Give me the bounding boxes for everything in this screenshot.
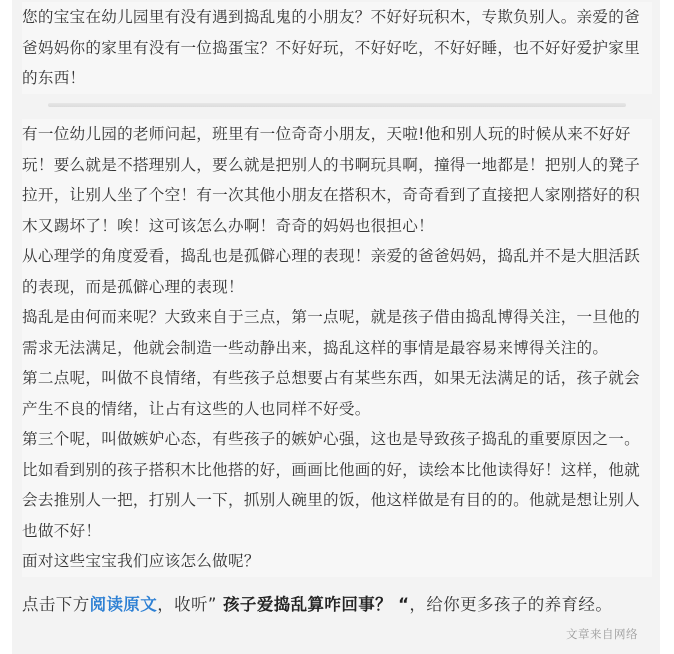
- body-paragraph: 有一位幼儿园的老师问起，班里有一位奇奇小朋友，天啦!他和别人玩的时候从来不好好玩！要么就是不搭理别人，要么就是把别人的书啊玩具啊，撞得一地都是！把别人的凳子拉开，让别人坐了个空！有一次其他小朋友在搭积木，奇奇看到了直接把人家刚搭好的积木又踢坏了！唉！这可该怎么办啊！奇奇的妈妈也很担心！: [22, 119, 652, 241]
- article-page: [12, 0, 660, 654]
- body-paragraph: 从心理学的角度爱看，捣乱也是孤僻心理的表现！亲爱的爸爸妈妈，捣乱并不是大胆活跃的表现，而是孤僻心理的表现！: [22, 241, 652, 302]
- body-paragraph: 第二点呢，叫做不良情绪，有些孩子总想要占有某些东西，如果无法满足的话，孩子就会产生不良的情绪，让占有这些的人也同样不好受。: [22, 363, 652, 424]
- intro-paragraph: 您的宝宝在幼儿园里有没有遇到捣乱鬼的小朋友？不好好玩积木，专欺负别人。亲爱的爸爸妈妈你的家里有没有一位捣蛋宝？不好好玩，不好好吃，不好好睡，也不好好爱护家里的东西！: [22, 2, 652, 94]
- cta-middle: ，收听”: [157, 595, 217, 614]
- cta-article-title: 孩子爱捣乱算咋回事？ “: [216, 595, 410, 614]
- read-more-prompt: [22, 590, 662, 620]
- read-original-link[interactable]: 阅读原文: [89, 595, 158, 614]
- article-body: [22, 119, 652, 577]
- body-paragraph: 面对这些宝宝我们应该怎么做呢？: [22, 546, 652, 577]
- body-paragraph: 比如看到别的孩子搭积木比他搭的好，画画比他画的好，读绘本比他读得好！这样，他就会去推别人一把，打别人一下，抓别人碗里的饭，他这样做是有目的的。他就是想让别人也做不好！: [22, 455, 652, 547]
- cta-prefix: 点击下方: [22, 595, 90, 614]
- cta-suffix: ，给你更多孩子的养育经。: [409, 595, 613, 614]
- section-divider: [48, 103, 626, 107]
- body-paragraph: 第三个呢，叫做嫉妒心态，有些孩子的嫉妒心强，这也是导致孩子捣乱的重要原因之一。: [22, 424, 652, 455]
- body-paragraph: 捣乱是由何而来呢？大致来自于三点，第一点呢，就是孩子借由捣乱博得关注，一旦他的需求无法满足，他就会制造一些动静出来，捣乱这样的事情是最容易来博得关注的。: [22, 302, 652, 363]
- source-note: 文章来自网络: [566, 627, 638, 641]
